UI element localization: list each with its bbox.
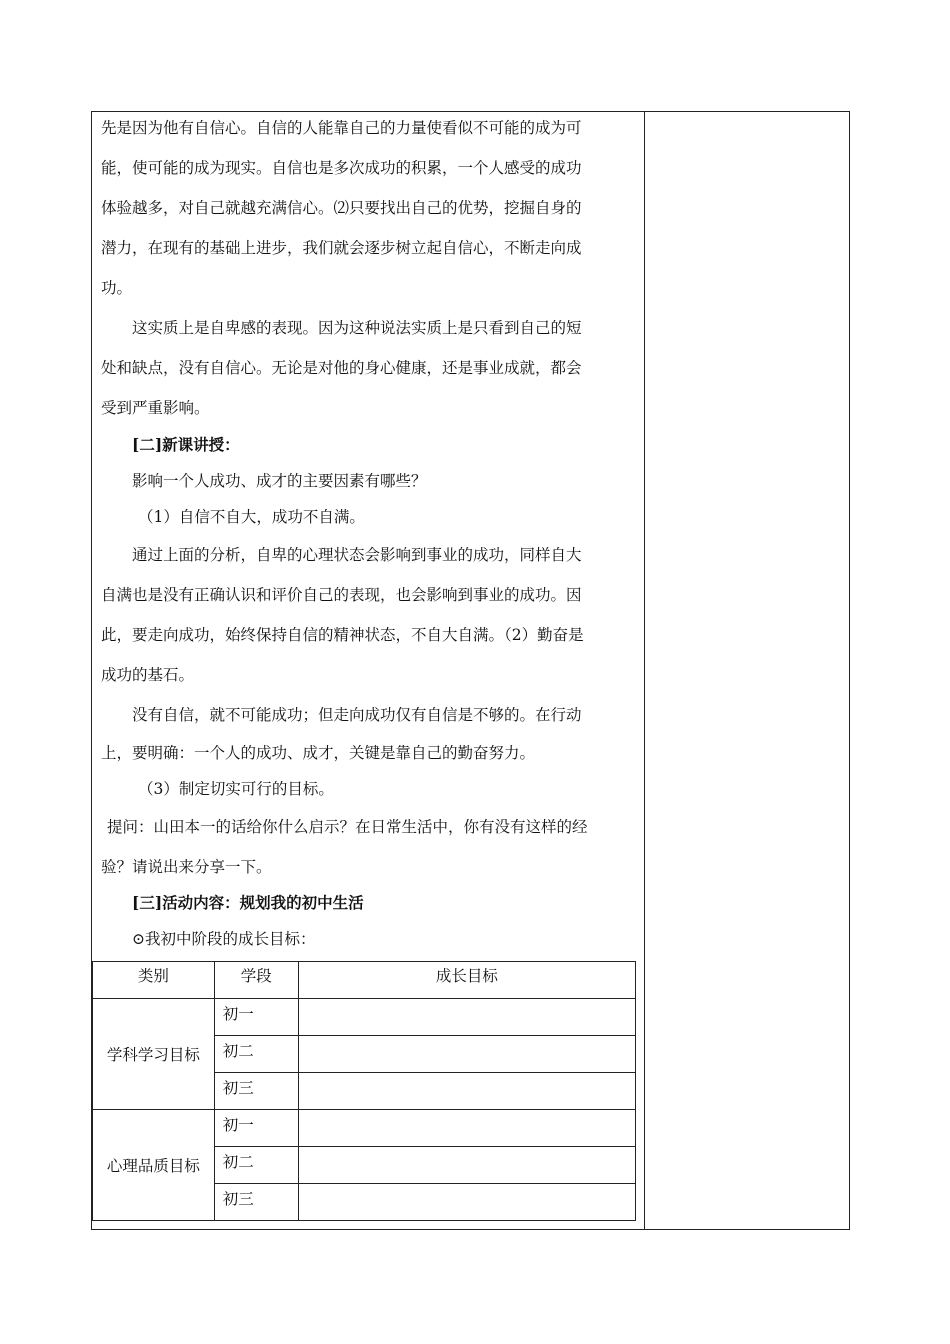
text-line: 自满也是没有正确认识和评价自己的表现，也会影响到事业的成功。因: [101, 586, 582, 604]
text-line: 没有自信，就不可能成功；但走向成功仅有自信是不够的。在行动: [132, 706, 582, 724]
header-goal: 成长目标: [298, 962, 635, 999]
text-line: 这实质上是自卑感的表现。因为这种说法实质上是只看到自己的短: [132, 319, 582, 337]
goal-cell[interactable]: [298, 1110, 635, 1147]
table-row: [93, 999, 636, 1036]
text-line: 提问：山田本一的话给你什么启示？在日常生活中，你有没有这样的经: [107, 818, 588, 836]
goal-cell[interactable]: [298, 999, 635, 1036]
stage-cell: 初三: [214, 1184, 298, 1221]
text-line: （1）自信不自大，成功不自满。: [138, 508, 365, 526]
stage-cell: 初三: [214, 1073, 298, 1110]
goal-cell[interactable]: [298, 1184, 635, 1221]
category-cell: 心理品质目标: [93, 1110, 215, 1221]
text-line: 通过上面的分析，自卑的心理状态会影响到事业的成功，同样自大: [132, 546, 582, 564]
text-line: ⊙我初中阶段的成长目标：: [132, 930, 316, 948]
table-row: [93, 1110, 636, 1147]
stage-cell: 初一: [214, 999, 298, 1036]
text-line: 影响一个人成功、成才的主要因素有哪些？: [132, 472, 427, 490]
column-divider: [644, 111, 645, 1230]
text-line: 能，使可能的成为现实。自信也是多次成功的积累，一个人感受的成功: [101, 159, 582, 177]
stage-cell: 初一: [214, 1110, 298, 1147]
section-heading: [三]活动内容：规划我的初中生活: [132, 893, 364, 912]
text-line: 此，要走向成功，始终保持自信的精神状态，不自大自满。（2）勤奋是: [101, 626, 584, 644]
table-header-row: [93, 962, 636, 999]
text-line: 上，要明确：一个人的成功、成才，关键是靠自己的勤奋努力。: [101, 744, 536, 762]
text-line: 受到严重影响。: [101, 399, 210, 417]
text-line: 处和缺点，没有自信心。无论是对他的身心健康，还是事业成就，都会: [101, 359, 582, 377]
category-cell: 学科学习目标: [93, 999, 215, 1110]
text-line: 验？请说出来分享一下。: [101, 858, 272, 876]
goal-cell[interactable]: [298, 1036, 635, 1073]
goal-cell[interactable]: [298, 1147, 635, 1184]
text-line: 成功的基石。: [101, 666, 195, 684]
header-stage: 学段: [214, 962, 298, 999]
header-category: 类别: [93, 962, 215, 999]
stage-cell: 初二: [214, 1147, 298, 1184]
text-line: 功。: [101, 279, 133, 297]
stage-cell: 初二: [214, 1036, 298, 1073]
text-line: 潜力，在现有的基础上进步，我们就会逐步树立起自信心，不断走向成: [101, 239, 582, 257]
text-line: （3）制定切实可行的目标。: [138, 780, 334, 798]
growth-goals-table: [92, 961, 636, 1221]
goal-cell[interactable]: [298, 1073, 635, 1110]
section-heading: [二]新课讲授：: [132, 435, 240, 454]
text-line: 先是因为他有自信心。自信的人能靠自己的力量使看似不可能的成为可: [101, 119, 582, 137]
text-line: 体验越多，对自己就越充满信心。⑵只要找出自己的优势，挖掘自身的: [101, 199, 582, 217]
